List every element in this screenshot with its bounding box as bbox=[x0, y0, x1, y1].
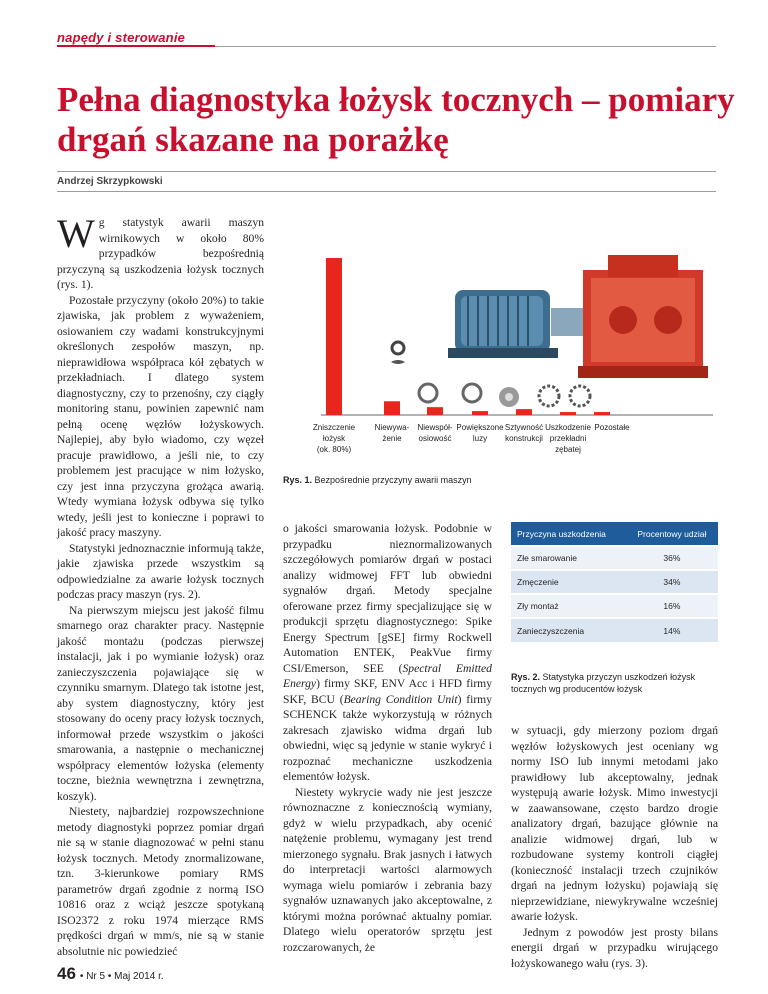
bar-6 bbox=[560, 412, 576, 415]
header-cause: Przyczyna uszkodzenia bbox=[511, 522, 626, 546]
author-rule-bottom bbox=[57, 191, 716, 192]
paragraph: Statystyki jednoznacznie informują także, jakie zjawiska przede wszystkim są odpowiedzialne za awarie łożysk tocznych podczas pracy maszyn (rys. 2). bbox=[57, 541, 264, 601]
paragraph: Niestety, najbardziej rozpowszechnione metody diagnostyki poprzez pomiar drgań nie są w stanie diagnozować w pełni stanu łożysk tocznych. Metody znormalizowane, tzn. 3-kierunkowe pomiary RMS parametrów drgań zgodnie z normą ISO 10816 oraz z wciąż jeszcze spotykaną ISO2372 z roku 1974 mierzące RMS prędkości drgań w mm/s, nie są w stanie absolutnie nic powiedzieć bbox=[57, 805, 264, 958]
article-title: Pełna diagnostyka łożysk tocznych – pomiary drgań skazane na porażkę bbox=[57, 80, 735, 159]
tick-label: Zniszczenie bbox=[312, 423, 356, 432]
header-rule-accent bbox=[57, 45, 215, 47]
author: Andrzej Skrzypkowski bbox=[57, 176, 163, 187]
page-footer bbox=[57, 964, 164, 984]
tick-label: (ok. 80%) bbox=[316, 445, 352, 454]
cell-cause: Zmęczenie bbox=[511, 570, 626, 594]
author-rule-top bbox=[57, 171, 716, 172]
bar-5 bbox=[516, 409, 532, 415]
table-header bbox=[511, 522, 718, 546]
issue-info: • Nr 5 • Maj 2014 r. bbox=[79, 971, 164, 982]
paragraph: o jakości smarowania łożysk. Podobnie w przypadku nieznormalizowanych szczegółowych pomiarów drgań w postaci analizy widmowej FFT lub obwiedni sygnałów drgań. Metody specjalne oferowane przez firmy specjalizujące się w produkcji sprzętu diagnostycznego: Spike Energy Spectrum [gSE] firmy Rockwell Automation ENTEK, PeakVue firmy CSI/Emerson, SEE (Spectral Emitted Energy) firmy SKF, ENV Acc i HFD firmy SKF, BCU (Bearing Condition Unit) firmy SCHENCK także wykorzystują w różnych zakresach zjawisko widma drgań lub obwiedni, więc są jedynie w stanie wykryć i rozpoznać mechaniczne uszkodzenia elementów łożysk. bbox=[283, 522, 492, 783]
cell-share: 36% bbox=[626, 546, 718, 570]
bar-3 bbox=[427, 407, 443, 415]
tick-label: Niewywa- bbox=[374, 423, 410, 432]
figure-1 bbox=[283, 250, 718, 470]
tick-label: żenie bbox=[382, 434, 402, 443]
paragraph: Niestety wykrycie wady nie jest jeszcze równoznaczne z koniecznością wymiany, gdyż w wielu przypadkach, aby ocenić natężenie problemu, wymagany jest trend mierzonego sygnału. Brak jasnych i łatwych do interpretacji wartości alarmowych wymaga wielu pomiarów i zebrania bazy sygnałów uznawanych jako akceptowalne, z którymi można porównać aktualny pomiar. Dlatego wielu operatorów sprzętu jest rozczarowanych, że bbox=[283, 785, 492, 954]
machine-illustration bbox=[448, 255, 708, 378]
column-3 bbox=[511, 723, 718, 971]
page-number: 46 bbox=[57, 964, 76, 983]
tick-label: Powiększone bbox=[456, 423, 504, 432]
figure-1-caption: Rys. 1. Bezpośrednie przyczyny awarii maszyn bbox=[283, 475, 472, 485]
tick-label: łożysk bbox=[322, 434, 346, 443]
tick-label: konstrukcji bbox=[505, 434, 543, 443]
paragraph: Pozostałe przyczyny (około 20%) to takie zjawiska, jak problem z wyważeniem, osiowaniem czy wadami konstrukcyjnymi określonych zespołów maszyn, np. nieprawidłowa współpraca kół zębatych w przekładniach. I dlatego system diagnostyczny, czy to przenośny, czy ciągły monitoring stanu, powinien zapewnić nam pełną ocenę węzłów łożyskowych. Najlepiej, aby było wiadomo, czy węzeł pracuje prawidłowo, a jeśli nie, to czy problemem jest pracujące w nim łożysko, czy jest inna przyczyna grożąca awarią. Wtedy wymiana łożysk odbywa się tylko wtedy, jeśli jest to konieczne i poprawi to jakość pracy maszyny. bbox=[57, 293, 264, 539]
cell-share: 34% bbox=[626, 570, 718, 594]
cell-cause: Złe smarowanie bbox=[511, 546, 626, 570]
tick-label: Niewspół- bbox=[417, 423, 453, 432]
tick-label: osiowość bbox=[418, 434, 452, 443]
tick-label: zębatej bbox=[555, 445, 581, 454]
figure-2-caption: Rys. 2. Statystyka przyczyn uszkodzeń łożysk tocznych wg producentów łożysk bbox=[511, 672, 696, 694]
table-row bbox=[511, 618, 718, 642]
cell-share: 14% bbox=[626, 618, 718, 642]
paragraph: w sytuacji, gdy mierzony poziom drgań węzłów łożyskowych jest oceniany wg normy ISO lub innymi metodami jako prawidłowy lub akceptowalny, jednak występują awarie łożysk. Mimo inwestycji w zaawansowane, często bardzo drogie analizatory drgań, bazujące głównie na analizie widmowej drgań, lub w rozbudowane systemy kontroli ciągłej (konieczność instalacji trzech czujników drgań na jednym łożysku) pojawiają się nieprzewidziane, niewykrywalne wcześniej awarie łożysk. bbox=[511, 724, 718, 923]
table-row bbox=[511, 546, 718, 570]
tick-label: Sztywność bbox=[504, 423, 544, 432]
section-label: napędy i sterowanie bbox=[57, 30, 186, 45]
bar-4 bbox=[472, 411, 488, 415]
table-row bbox=[511, 594, 718, 618]
bar-7 bbox=[594, 412, 610, 415]
column-2 bbox=[283, 521, 492, 955]
cell-share: 16% bbox=[626, 594, 718, 618]
table-row bbox=[511, 570, 718, 594]
paragraph: Jednym z powodów jest prosty bilans energii drgań w przypadku wirującego łożyskowanego wału (rys. 3). bbox=[511, 925, 718, 970]
paragraph: Na pierwszym miejscu jest jakość filmu smarnego oraz charakter pracy. Następnie jakość montażu (podczas pierwszej instalacji, jak i po wymianie łożysk) oraz zanieczyszczenia pojawiające się w czynniku smarnym. Dlatego tak istotne jest, aby system diagnostyczny, który jest stosowany do oceny pracy łożysk tocznych, informował przede wszystkim o jakości smarowania, a następnie o mechanicznej współpracy elementów łożyska (elementy toczne, bieżnia wewnętrzna i zewnętrzna, koszyk). bbox=[57, 603, 264, 803]
paragraph: Wg statystyk awarii maszyn wirnikowych w około 80% przypadków bezpośrednią przyczyną są uszkodzenia łożysk tocznych (rys. 1). bbox=[57, 211, 264, 291]
tick-label: luzy bbox=[472, 434, 488, 443]
bar-1 bbox=[326, 258, 342, 415]
figure-2-table bbox=[511, 522, 718, 642]
tick-label: Uszkodzenie bbox=[545, 423, 591, 432]
figure-1-chart bbox=[283, 250, 718, 470]
cell-cause: Zły montaż bbox=[511, 594, 626, 618]
tick-label: Pozostałe bbox=[594, 423, 630, 432]
column-1 bbox=[57, 211, 264, 959]
tick-label: przekładni bbox=[549, 434, 587, 443]
bar-2 bbox=[384, 401, 400, 415]
header-share: Procentowy udział bbox=[626, 522, 718, 546]
dropcap: W bbox=[57, 211, 95, 256]
cell-cause: Zanieczyszczenia bbox=[511, 618, 626, 642]
